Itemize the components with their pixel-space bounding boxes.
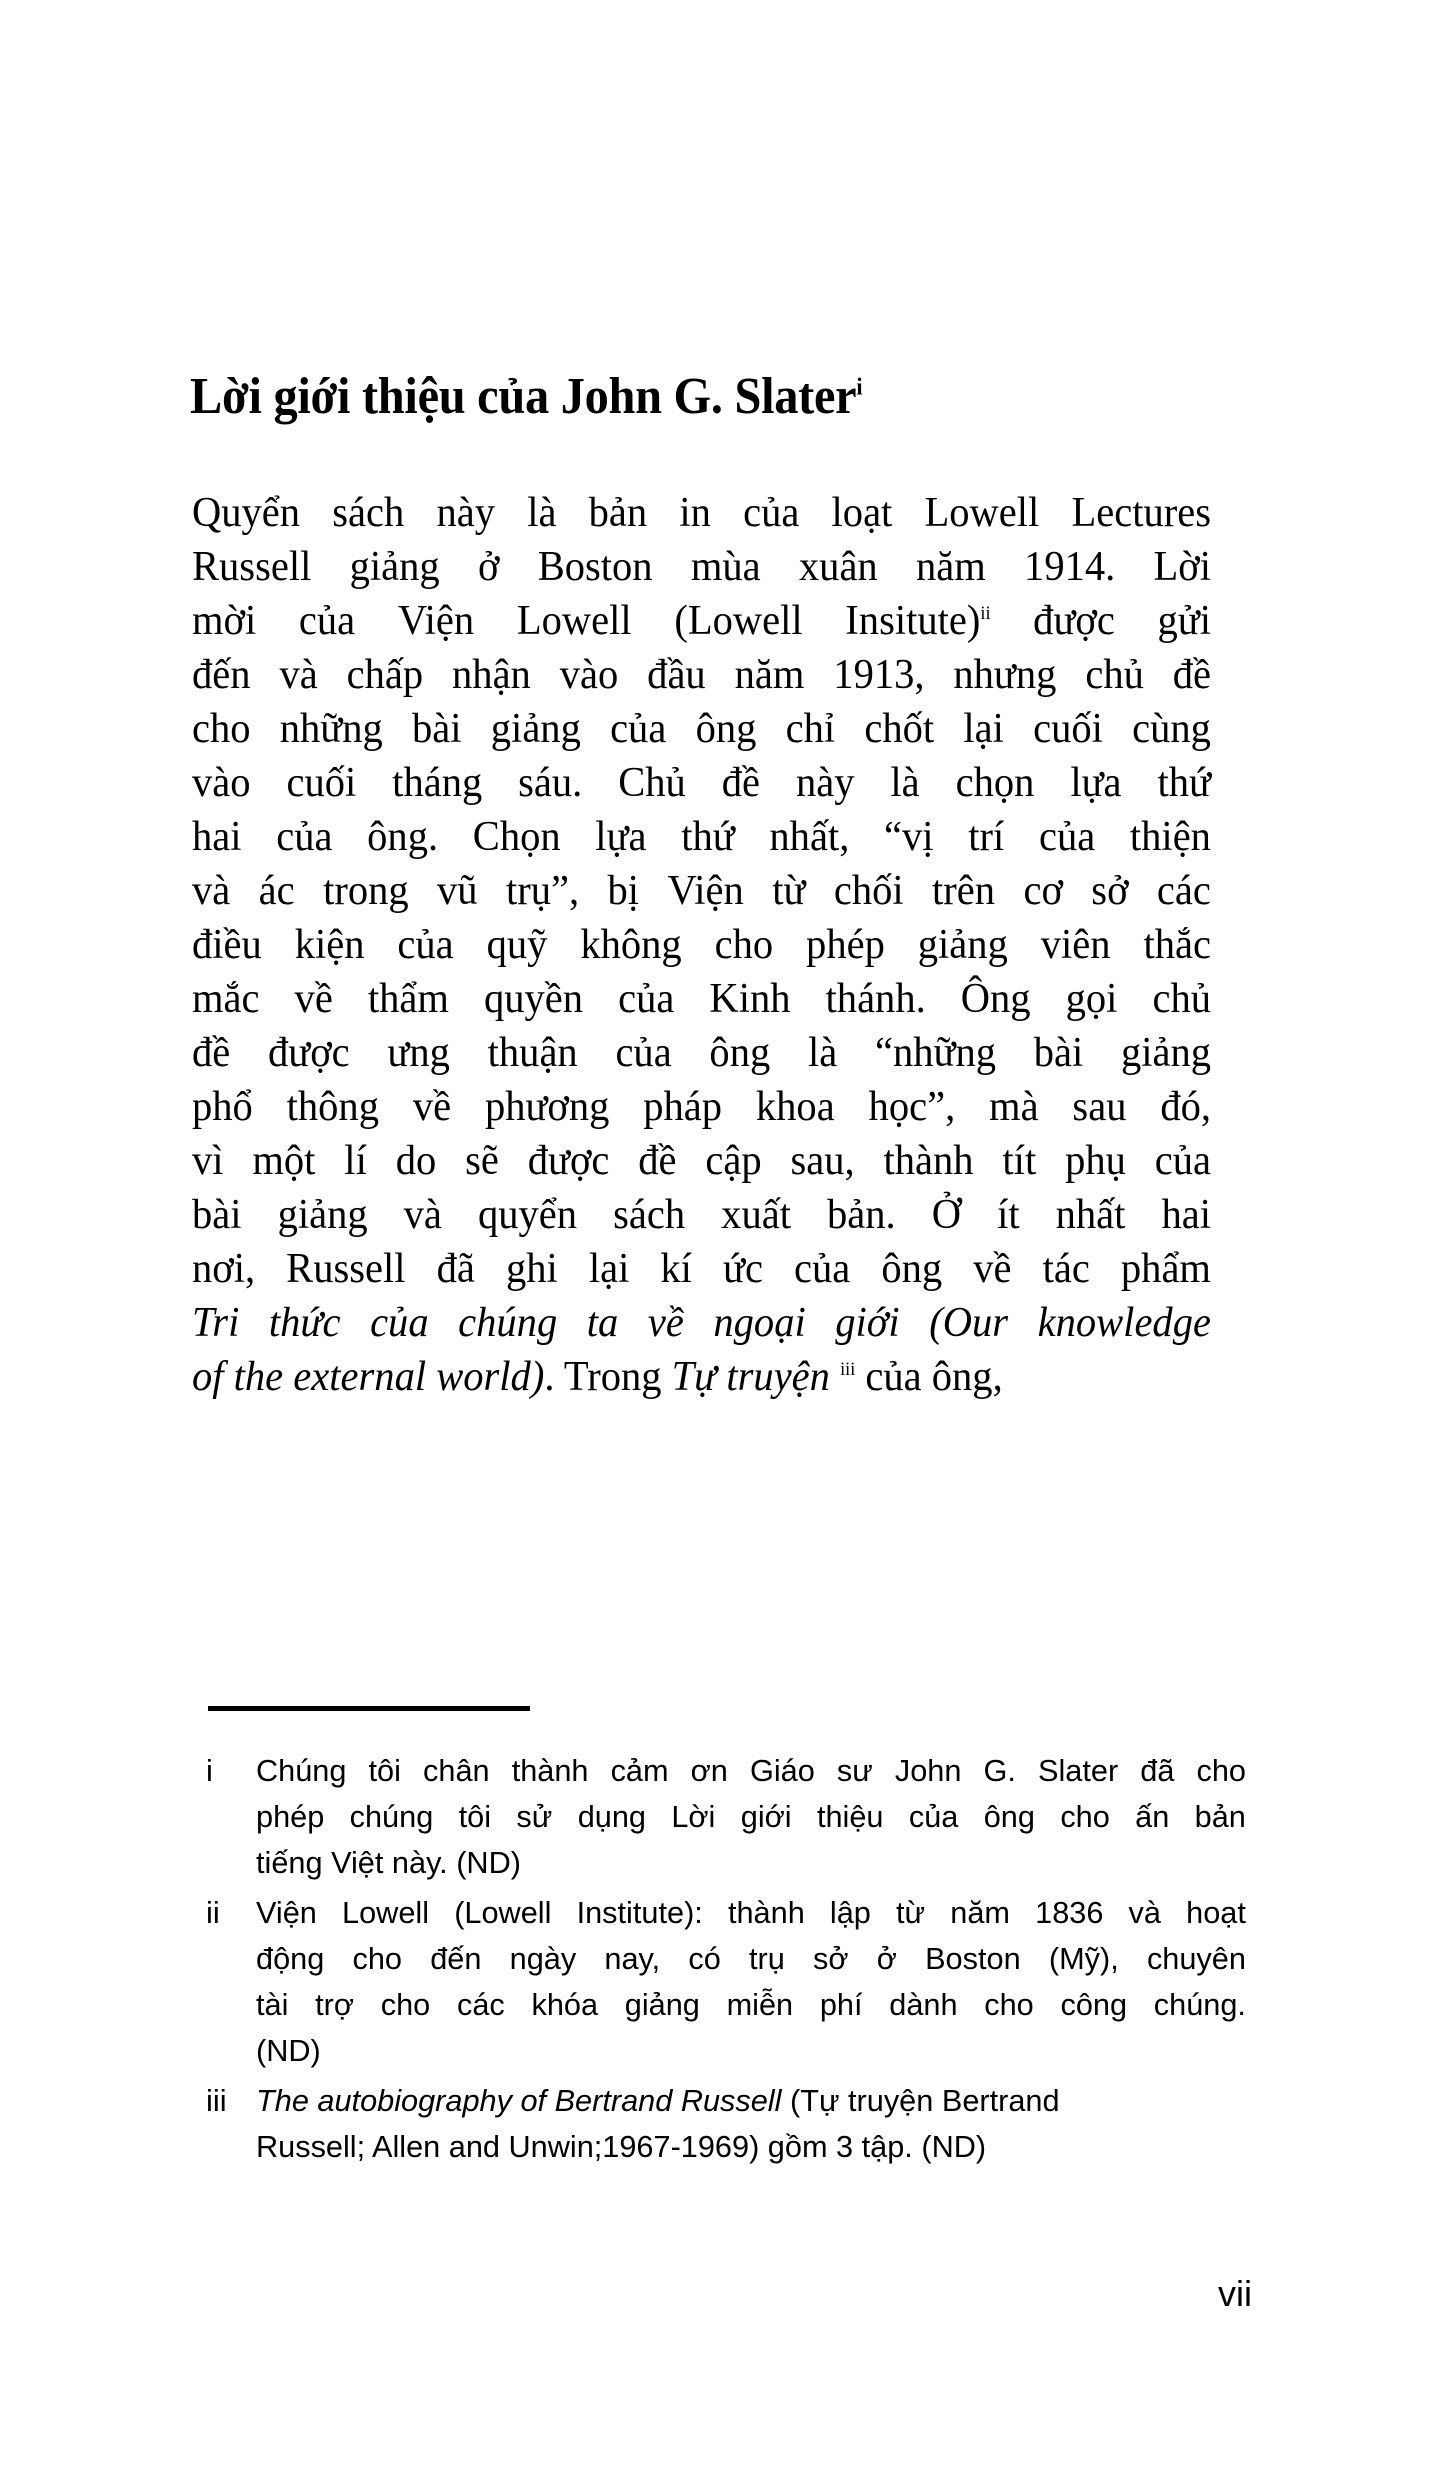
body-word: tác xyxy=(1042,1246,1090,1292)
body-word: năm xyxy=(915,544,986,590)
body-word: Russell xyxy=(286,1246,406,1292)
body-word: Tri xyxy=(192,1300,240,1346)
footnote-word: dành xyxy=(889,1987,958,2022)
body-word: đề xyxy=(192,1030,231,1076)
body-word: viên xyxy=(1040,922,1111,968)
footnote-word: năm xyxy=(950,1895,1010,1930)
body-word: phép xyxy=(806,922,885,968)
body-word: không xyxy=(580,922,682,968)
body-word: 1914. xyxy=(1024,544,1116,590)
footnote-word: (Mỹ), xyxy=(1048,1941,1119,1976)
body-text-line xyxy=(192,1080,1211,1134)
footnotes-section xyxy=(192,1748,1262,2174)
body-text-line xyxy=(192,594,1211,648)
body-word: đề xyxy=(721,760,761,806)
footnote-word: giới xyxy=(740,1799,792,1834)
body-word: ngoại xyxy=(713,1300,806,1346)
body-word: của xyxy=(1038,814,1096,860)
body-word: ông xyxy=(881,1246,943,1292)
body-word: khoa xyxy=(755,1084,835,1130)
body-text-line xyxy=(192,1188,1211,1242)
body-word: những xyxy=(279,706,383,752)
title-footnote-marker: i xyxy=(856,374,863,401)
body-word: nhất, xyxy=(769,814,850,860)
footnote-text-line xyxy=(256,1794,1246,1840)
body-text-segment xyxy=(830,1354,840,1400)
body-word: Insitute)$^{ii}$ xyxy=(845,598,991,644)
body-word: một xyxy=(252,1138,316,1184)
body-word: và xyxy=(279,652,318,698)
body-word: lí xyxy=(344,1138,367,1184)
footnote-body xyxy=(256,2078,1256,2170)
body-word: Lowell xyxy=(516,598,632,644)
body-word: chúng xyxy=(458,1300,558,1346)
body-word: về xyxy=(294,976,333,1022)
body-word: lựa xyxy=(1070,760,1122,806)
body-text-segment: of the external world) xyxy=(192,1354,545,1400)
body-word: trụ”, xyxy=(505,868,580,914)
body-word: hai xyxy=(1161,1192,1211,1238)
body-word: tít xyxy=(1002,1138,1037,1184)
body-word: chủ xyxy=(1152,976,1212,1022)
body-word: của xyxy=(743,490,800,536)
body-word: về xyxy=(973,1246,1012,1292)
body-word: của xyxy=(618,976,675,1022)
body-word: và xyxy=(403,1192,442,1238)
body-word: này xyxy=(436,490,496,536)
body-text-line xyxy=(192,864,1211,918)
body-word: sau, xyxy=(790,1138,855,1184)
body-word: thứ xyxy=(1157,760,1211,806)
body-word: chọn xyxy=(955,760,1035,806)
body-text-line xyxy=(192,1026,1211,1080)
body-word: kiện xyxy=(294,922,365,968)
footnote-word: miễn xyxy=(726,1987,794,2022)
body-word: cho xyxy=(192,706,251,752)
body-word: chấp xyxy=(346,652,424,698)
footnote-word: từ xyxy=(896,1895,926,1930)
body-word: lựa xyxy=(595,814,647,860)
body-word: Boston xyxy=(537,544,653,590)
body-word: đến xyxy=(192,652,251,698)
footnote-word: đến xyxy=(430,1941,482,1976)
body-word: kí xyxy=(660,1246,692,1292)
footnote-word: phí xyxy=(819,1987,863,2022)
body-word: điều xyxy=(192,922,262,968)
body-word: quyển xyxy=(477,1192,578,1238)
footnote-word: đã xyxy=(1140,1753,1175,1788)
footnote-word: John xyxy=(894,1753,962,1788)
body-word: năm xyxy=(734,652,805,698)
footnote-word: các xyxy=(456,1987,505,2022)
body-word: cập xyxy=(705,1138,762,1184)
body-word: về xyxy=(647,1300,684,1346)
footnote-text-line xyxy=(256,1890,1246,1936)
footnote-word: sở xyxy=(813,1941,849,1976)
footnote-word: Giáo xyxy=(749,1753,815,1788)
body-text-line xyxy=(192,540,1211,594)
body-word: Viện xyxy=(667,868,744,914)
body-word: cùng xyxy=(1132,706,1211,752)
body-text-line xyxy=(192,1242,1211,1296)
footnote-word: cho xyxy=(1196,1753,1246,1788)
body-word: của xyxy=(298,598,356,644)
body-word: cho xyxy=(714,922,774,968)
body-word: knowledge xyxy=(1037,1300,1211,1346)
body-word: và xyxy=(192,868,231,914)
body-word: trí xyxy=(968,814,1005,860)
body-word: phương xyxy=(484,1084,610,1130)
body-word: phổ xyxy=(192,1084,253,1130)
body-word: Chủ xyxy=(618,760,686,806)
footnote-word: cho xyxy=(984,1987,1034,2022)
body-word: giới xyxy=(835,1300,900,1346)
footnote-word: dụng xyxy=(577,1799,646,1834)
body-text-line xyxy=(192,972,1211,1026)
body-word: giảng xyxy=(277,1192,368,1238)
footnote-text-line xyxy=(256,1982,1246,2028)
footnote-word: trụ xyxy=(748,1941,785,1976)
body-word: loạt xyxy=(831,490,893,536)
body-word: quyền xyxy=(483,976,584,1022)
body-word: pháp xyxy=(643,1084,723,1130)
body-word: xuất xyxy=(721,1192,791,1238)
body-word: Lectures xyxy=(1071,490,1212,536)
footnote-word: tài xyxy=(256,1987,289,2022)
body-word: là xyxy=(890,760,920,806)
footnote-word: (Lowell xyxy=(454,1895,552,1930)
footnote-word: chúng. xyxy=(1153,1987,1246,2022)
body-word: của xyxy=(276,814,333,860)
body-word: giảng xyxy=(1120,1030,1212,1076)
body-word: vào xyxy=(559,652,619,698)
body-word: ác xyxy=(258,868,295,914)
body-text-line xyxy=(192,702,1211,756)
body-text-line xyxy=(192,756,1211,810)
footnote-word: phép xyxy=(256,1799,325,1834)
footnote-word: cho xyxy=(352,1941,402,1976)
body-word: đó, xyxy=(1160,1084,1211,1130)
body-word: của xyxy=(794,1246,851,1292)
footnote-text-line: (ND) xyxy=(256,2033,321,2068)
footnote-word: G. xyxy=(983,1753,1016,1788)
footnote-word: chúng xyxy=(349,1799,434,1834)
body-text-line xyxy=(192,918,1211,972)
body-text-line xyxy=(192,1134,1211,1188)
body-word: Kinh xyxy=(709,976,791,1022)
body-word: của xyxy=(397,922,454,968)
body-word: tháng xyxy=(392,760,483,806)
footnote-word: ngày xyxy=(509,1941,577,1976)
body-word: Lowell xyxy=(924,490,1040,536)
footnote-item xyxy=(192,1890,1262,2074)
footnote-word: có xyxy=(688,1941,721,1976)
body-footnote-marker: ii xyxy=(980,603,991,624)
body-word: học”, xyxy=(868,1084,956,1130)
footnote-body xyxy=(256,1748,1256,1886)
body-word: bản xyxy=(588,490,648,536)
body-word: cuối xyxy=(1033,706,1103,752)
footnote-word: Chúng xyxy=(256,1753,347,1788)
footnote-word: và xyxy=(1128,1895,1161,1930)
footnote-word: nay, xyxy=(604,1941,661,1976)
footnote-word: của xyxy=(908,1799,959,1834)
footnote-word: tôi xyxy=(458,1799,492,1834)
body-word: vũ xyxy=(437,868,478,914)
footnote-word: Lời xyxy=(671,1799,716,1834)
footnote-marker: iii xyxy=(206,2083,227,2118)
body-word: mời xyxy=(192,598,257,644)
body-word: thuận xyxy=(487,1030,578,1076)
body-word: sau xyxy=(1072,1084,1127,1130)
footnote-word: sư xyxy=(836,1753,873,1788)
body-text-line xyxy=(192,810,1211,864)
body-word: bài xyxy=(412,706,462,752)
body-text-line xyxy=(192,486,1211,540)
body-word: Lời xyxy=(1153,544,1211,590)
body-word: Chọn xyxy=(472,814,561,860)
body-word: in xyxy=(679,490,711,536)
body-word: ít xyxy=(997,1192,1020,1238)
footnote-word: Viện xyxy=(256,1895,317,1930)
body-word: Quyển xyxy=(192,490,301,536)
body-word: vào xyxy=(192,760,251,806)
body-paragraph xyxy=(192,486,1248,1404)
footnote-text-line xyxy=(256,1748,1246,1794)
footnote-word: ông xyxy=(983,1799,1035,1834)
body-word: đầu xyxy=(647,652,706,698)
body-word: sẽ xyxy=(465,1138,499,1184)
footnote-word: chân xyxy=(423,1753,490,1788)
body-text-segment: . Trong xyxy=(544,1354,672,1400)
body-word: Viện xyxy=(397,598,475,644)
footnote-word: bản xyxy=(1194,1799,1246,1834)
body-word: 1913, xyxy=(833,652,925,698)
body-word: giảng xyxy=(917,922,1008,968)
body-word: nhận xyxy=(452,652,531,698)
body-word: bị xyxy=(607,868,640,914)
footnote-text-line xyxy=(256,2078,1246,2124)
body-word: của xyxy=(615,1030,672,1076)
body-word: nhất xyxy=(1055,1192,1126,1238)
body-word: trong xyxy=(323,868,409,914)
footnote-word: chuyên xyxy=(1146,1941,1246,1976)
footnote-word: thiệu xyxy=(816,1799,884,1834)
body-word: đề xyxy=(1172,652,1212,698)
body-word: thức xyxy=(268,1300,341,1346)
body-word: gửi xyxy=(1157,598,1212,644)
body-word: ông xyxy=(695,706,757,752)
body-text-line xyxy=(192,1296,1211,1350)
body-word: mắc xyxy=(192,976,260,1022)
page-title xyxy=(190,367,1185,427)
body-word: cuối xyxy=(286,760,357,806)
footnote-word: thành xyxy=(727,1895,805,1930)
body-word: thông xyxy=(286,1084,379,1130)
body-word: xuân xyxy=(798,544,878,590)
body-word: chỉ xyxy=(785,706,836,752)
body-word: đã xyxy=(436,1246,475,1292)
body-word: sáu. xyxy=(518,760,583,806)
body-word: nơi, xyxy=(192,1246,256,1292)
body-word: bài xyxy=(192,1192,242,1238)
body-word: ta xyxy=(586,1300,619,1346)
body-word: ông. xyxy=(367,814,439,860)
body-word: mà xyxy=(989,1084,1039,1130)
footnote-text-segment: The autobiography of Bertrand Russell xyxy=(256,2083,782,2118)
body-footnote-marker: iii xyxy=(840,1359,856,1380)
footnote-word: động xyxy=(256,1941,325,1976)
body-word: ưng xyxy=(387,1030,450,1076)
body-word: bản. xyxy=(827,1192,896,1238)
body-word: thắc xyxy=(1143,922,1211,968)
body-word: lại xyxy=(963,706,1004,752)
body-text-line xyxy=(192,1350,1211,1404)
body-word: phẩm xyxy=(1120,1246,1211,1292)
footnote-item xyxy=(192,1748,1262,1886)
body-word: sách xyxy=(613,1192,686,1238)
body-word: thánh. xyxy=(825,976,926,1022)
footnote-word: cho xyxy=(380,1987,431,2022)
body-word: hai xyxy=(192,814,242,860)
footnote-word: 1836 xyxy=(1035,1895,1104,1930)
body-word: thiện xyxy=(1129,814,1211,860)
body-word: được xyxy=(527,1138,610,1184)
footnote-word: khóa xyxy=(531,1987,599,2022)
body-word: thành xyxy=(883,1138,974,1184)
footnote-word: tôi xyxy=(368,1753,401,1788)
footnote-word: ấn xyxy=(1135,1799,1170,1834)
body-word: giảng xyxy=(490,706,581,752)
footnote-word: cảm xyxy=(610,1753,669,1788)
body-word: gọi xyxy=(1065,976,1118,1022)
page-number: vii xyxy=(1218,2273,1252,2314)
footnote-word: Institute): xyxy=(576,1895,703,1930)
footnote-word: Slater xyxy=(1038,1753,1119,1788)
body-text-segment: Tự truyện xyxy=(671,1354,830,1400)
footnote-text-line xyxy=(256,1936,1246,1982)
body-word: của xyxy=(370,1300,429,1346)
body-word: của xyxy=(610,706,667,752)
footnote-word: ở xyxy=(876,1941,897,1976)
footnote-marker: ii xyxy=(206,1895,220,1930)
body-word: Russell xyxy=(192,544,312,590)
footnote-word: ơn xyxy=(690,1753,728,1788)
body-word: là xyxy=(807,1030,838,1076)
body-word: lại xyxy=(588,1246,630,1292)
body-word: quỹ xyxy=(486,922,548,968)
body-word: (Lowell xyxy=(674,598,803,644)
body-word: được xyxy=(1033,598,1115,644)
footnote-text-line: Russell; Allen and Unwin;1967-1969) gồm 3 tập. (ND) xyxy=(256,2129,987,2164)
footnote-word: lập xyxy=(829,1895,871,1930)
body-word: phụ xyxy=(1065,1138,1126,1184)
footnote-marker: i xyxy=(206,1753,213,1788)
body-word: chốt xyxy=(864,706,935,752)
body-text-segment: của ông, xyxy=(855,1354,1003,1400)
footnote-separator-rule xyxy=(208,1706,530,1711)
body-word: trên xyxy=(932,868,996,914)
body-word: nhưng xyxy=(953,652,1057,698)
body-text-line xyxy=(192,648,1211,702)
body-word: của xyxy=(1154,1138,1211,1184)
body-word: do xyxy=(395,1138,437,1184)
body-word: đề xyxy=(638,1138,677,1184)
body-word: được xyxy=(268,1030,350,1076)
footnote-text-line: tiếng Việt này. (ND) xyxy=(256,1845,521,1880)
footnote-word: trợ xyxy=(315,1987,355,2022)
footnote-body xyxy=(256,1890,1256,2074)
body-word: (Our xyxy=(929,1300,1009,1346)
body-word: các xyxy=(1156,868,1211,914)
body-word: từ xyxy=(772,868,806,914)
body-word: mùa xyxy=(690,544,761,590)
footnote-word: Lowell xyxy=(342,1895,430,1930)
body-word: Ông xyxy=(960,976,1031,1022)
body-word: vì xyxy=(192,1138,224,1184)
body-word: ở xyxy=(477,544,500,590)
body-word: về xyxy=(412,1084,452,1130)
body-word: thứ xyxy=(681,814,735,860)
body-word: giảng xyxy=(349,544,440,590)
body-word: sách xyxy=(332,490,405,536)
body-word: ông xyxy=(709,1030,771,1076)
footnote-item xyxy=(192,2078,1262,2170)
body-word: ức xyxy=(723,1246,763,1292)
body-word: này xyxy=(795,760,855,806)
body-word: thẩm xyxy=(367,976,449,1022)
footnote-word: Boston xyxy=(925,1941,1021,1976)
footnote-word: sử xyxy=(516,1799,553,1834)
body-word: sở xyxy=(1091,868,1129,914)
footnote-word: cho xyxy=(1060,1799,1110,1834)
body-word: cơ xyxy=(1023,868,1063,914)
body-word: “những xyxy=(874,1030,996,1076)
body-word: Ở xyxy=(931,1192,962,1238)
body-word: chối xyxy=(833,868,904,914)
body-word: “vị xyxy=(884,814,934,860)
footnote-word: giảng xyxy=(624,1987,700,2022)
body-word: chủ xyxy=(1085,652,1144,698)
page-title-text: Lời giới thiệu của John G. Slater xyxy=(190,367,857,425)
footnote-word: thành xyxy=(511,1753,589,1788)
footnote-word: công xyxy=(1060,1987,1128,2022)
body-word: bài xyxy=(1033,1030,1084,1076)
body-word: ghi xyxy=(505,1246,558,1292)
footnote-word: hoạt xyxy=(1186,1895,1246,1930)
footnote-text-segment: (Tự truyện Bertrand xyxy=(781,2083,1060,2118)
body-word: là xyxy=(527,490,557,536)
